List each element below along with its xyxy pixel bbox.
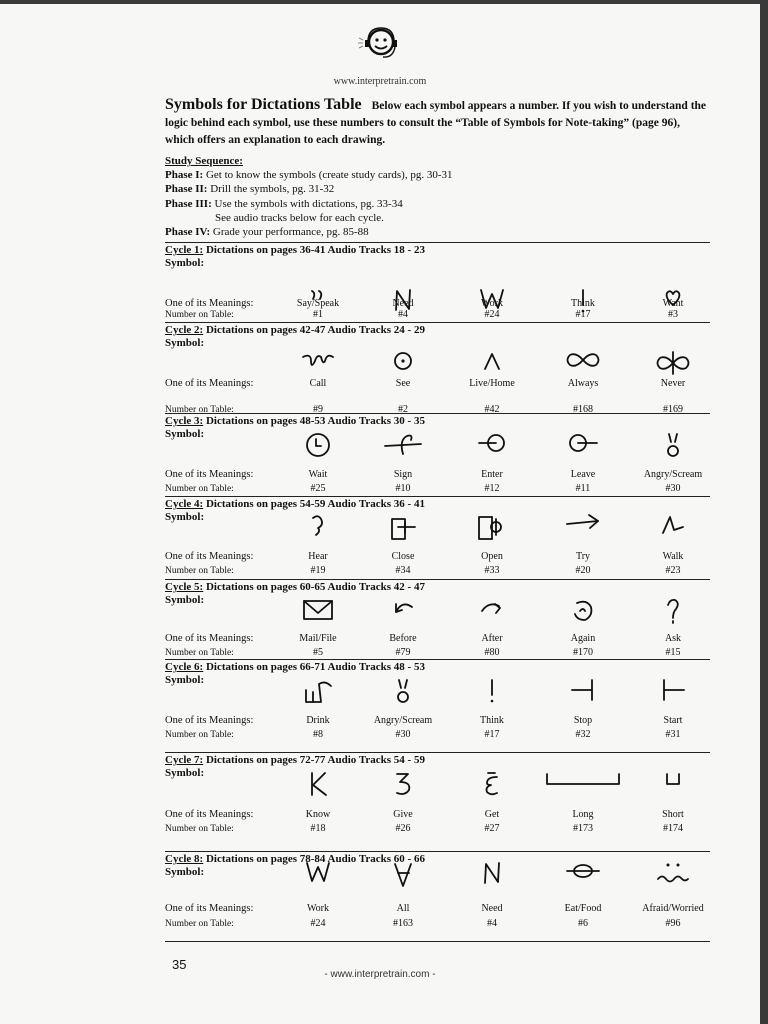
study-phase	[165, 211, 710, 225]
cycle-name: Cycle 2:	[165, 324, 204, 336]
symbol-number: #5	[313, 647, 323, 658]
long-bracket-icon	[543, 771, 623, 787]
symbol-meaning: Angry/Scream	[373, 715, 433, 726]
symbol-meaning: Enter	[481, 469, 503, 480]
meaning-row-label: One of its Meanings:	[165, 551, 254, 562]
symbol-meaning: Give	[393, 809, 413, 820]
cycle-name: Cycle 1:	[165, 244, 204, 256]
symbol-meaning: Start	[663, 715, 683, 726]
symbol-meaning: Get	[484, 809, 500, 820]
symbol-meaning: Think	[571, 298, 595, 309]
symbol-meaning: Drink	[306, 715, 330, 726]
dot-circle-icon	[363, 351, 443, 371]
study-phase-label: Phase IV:	[165, 226, 211, 239]
symbol-number: #42	[484, 404, 500, 415]
meaning-row-label: One of its Meanings:	[165, 903, 254, 914]
symbol-meaning: Mail/File	[299, 633, 337, 644]
header-logo-block	[0, 24, 760, 87]
close-box-icon	[363, 513, 443, 541]
symbol-meaning: Need	[392, 298, 414, 309]
exclamation-icon	[452, 678, 532, 704]
meaning-row-label: One of its Meanings:	[165, 378, 254, 389]
cycle-section	[165, 496, 710, 580]
study-phase-text: Get to know the symbols (create study cards), pg. 30-31	[205, 169, 453, 182]
study-phase-text: See audio tracks below for each cycle.	[215, 211, 384, 224]
symbol-number: #170	[573, 647, 593, 658]
symbol-meaning: Live/Home	[469, 378, 515, 389]
symbol-number: #169	[663, 404, 683, 415]
study-phase	[165, 182, 710, 196]
cycle-details: Dictations on pages 60-65 Audio Tracks 42 - 47	[203, 581, 425, 593]
symbol-number: #174	[663, 823, 683, 834]
header-url: www.interpretrain.com	[333, 76, 427, 87]
open-box-icon	[452, 513, 532, 541]
number-row-label: Number on Table:	[165, 648, 234, 658]
symbol-meaning: Call	[309, 378, 327, 389]
cycle-name: Cycle 3:	[165, 415, 204, 427]
number-row-label: Number on Table:	[165, 310, 234, 320]
cycle-details: Dictations on pages 42-47 Audio Tracks 24 - 29	[203, 324, 425, 336]
symbol-meaning: Know	[305, 809, 331, 820]
symbol-number: #20	[575, 565, 591, 576]
study-phase-text: Grade your performance, pg. 85-88	[212, 226, 369, 239]
cycle-details: Dictations on pages 78-84 Audio Tracks 60 - 66	[203, 853, 425, 865]
symbol-meaning: Open	[481, 551, 503, 562]
symbol-number: #8	[313, 729, 323, 740]
cycle-section	[165, 851, 710, 942]
number-row-label: Number on Table:	[165, 919, 234, 929]
cycle-details: Dictations on pages 36-41 Audio Tracks 18 - 23	[203, 244, 425, 256]
drink-icon	[278, 678, 358, 704]
double-loop-icon	[278, 351, 358, 371]
symbol-number: #18	[310, 823, 326, 834]
symbol-number: #23	[665, 565, 681, 576]
cycle-heading	[165, 580, 710, 594]
number-row-label: Number on Table:	[165, 405, 234, 415]
cycle-heading	[165, 497, 710, 511]
symbol-number: #34	[395, 565, 411, 576]
letter-n-icon	[452, 861, 532, 885]
signature-icon	[363, 432, 443, 456]
symbol-number: #26	[395, 823, 411, 834]
symbol-number: #17	[484, 729, 500, 740]
cycle-name: Cycle 7:	[165, 754, 204, 766]
symbol-number: #3	[668, 309, 678, 320]
symbol-meaning: All	[396, 903, 410, 914]
study-sequence-heading: Study Sequence:	[165, 155, 243, 167]
crossed-infinity-icon	[633, 351, 713, 375]
symbol-meaning: Close	[391, 551, 415, 562]
symbol-number: #4	[398, 309, 408, 320]
study-phase-label: Phase III:	[165, 197, 212, 210]
arrow-right-icon	[543, 513, 623, 531]
symbol-number: #4	[487, 918, 497, 929]
study-phase-label: Phase I:	[165, 169, 204, 182]
number-row-label: Number on Table:	[165, 566, 234, 576]
symbol-number: #80	[484, 647, 500, 658]
symbol-meaning: Before	[389, 633, 417, 644]
symbol-number: #19	[310, 565, 326, 576]
cycle-details: Dictations on pages 54-59 Audio Tracks 36 - 41	[203, 498, 425, 510]
symbol-label: Symbol:	[165, 257, 205, 269]
meaning-row-label: One of its Meanings:	[165, 715, 254, 726]
symbol-label: Symbol:	[165, 337, 205, 349]
cycle-heading	[165, 414, 710, 428]
eat-food-icon	[543, 861, 623, 881]
number-row-label: Number on Table:	[165, 730, 234, 740]
page-number: 35	[172, 957, 187, 972]
symbol-number: #10	[395, 483, 411, 494]
number-row-label: Number on Table:	[165, 824, 234, 834]
meaning-row-label: One of its Meanings:	[165, 809, 254, 820]
headset-smiley-icon	[353, 24, 407, 74]
study-phase	[165, 197, 710, 211]
cycle-details: Dictations on pages 48-53 Audio Tracks 30 - 35	[203, 415, 425, 427]
cycle-heading	[165, 243, 710, 257]
symbol-number: #11	[575, 483, 591, 494]
cycle-section	[165, 413, 710, 497]
symbol-meaning: Eat/Food	[564, 903, 602, 914]
symbol-meaning: Leave	[570, 469, 596, 480]
symbol-meaning: Need	[481, 903, 503, 914]
cycle-section	[165, 242, 710, 323]
footer-url: - www.interpretrain.com -	[324, 969, 436, 980]
enter-circle-icon	[452, 432, 532, 454]
table-end-rule	[165, 941, 710, 942]
study-phase	[165, 225, 710, 239]
symbol-meaning: Ask	[664, 633, 682, 644]
after-arrow-icon	[452, 598, 532, 616]
symbol-number: #12	[484, 483, 500, 494]
letter-w-icon	[278, 861, 358, 883]
symbol-meaning: Stop	[573, 715, 593, 726]
angry-scream-icon	[363, 678, 443, 704]
symbol-number: #30	[665, 483, 681, 494]
ear-icon	[278, 513, 358, 537]
symbol-meaning: After	[481, 633, 503, 644]
symbol-meaning: Think	[480, 715, 504, 726]
study-phase	[165, 168, 710, 182]
cycle-name: Cycle 4:	[165, 498, 204, 510]
symbol-meaning: Angry/Scream	[643, 469, 703, 480]
intro-text: Below each symbol appears a number. If you wish to understand the logic behind each symbol, use these numbers to consult the “Table of Symbols for Note-taking” (page 96), which offers an explanation to each drawing.	[165, 100, 707, 146]
cycle-section	[165, 579, 710, 660]
symbol-number: #9	[313, 404, 323, 415]
symbol-label: Symbol:	[165, 594, 205, 606]
envelope-icon	[278, 598, 358, 622]
short-bracket-icon	[633, 771, 713, 787]
symbol-meaning: Try	[575, 551, 591, 562]
symbol-number: #25	[310, 483, 326, 494]
cycle-heading	[165, 660, 710, 674]
symbol-number: #79	[395, 647, 411, 658]
symbol-meaning: Say/Speak	[296, 298, 340, 309]
angry-scream-icon	[633, 432, 713, 458]
infinity-icon	[543, 351, 623, 369]
cycle-details: Dictations on pages 66-71 Audio Tracks 48 - 53	[203, 661, 425, 673]
symbol-number: #1	[313, 309, 323, 320]
caret-icon	[452, 351, 532, 371]
symbol-label: Symbol:	[165, 866, 205, 878]
symbol-label: Symbol:	[165, 767, 205, 779]
study-phase-text: Use the symbols with dictations, pg. 33-34	[214, 197, 403, 210]
cycle-name: Cycle 6:	[165, 661, 204, 673]
leave-circle-icon	[543, 432, 623, 454]
symbol-meaning: Short	[662, 809, 684, 820]
symbol-number: #2	[398, 404, 408, 415]
meaning-row-label: One of its Meanings:	[165, 298, 254, 309]
symbol-number: #96	[665, 918, 681, 929]
symbol-number: #163	[393, 918, 413, 929]
symbol-number: #27	[484, 823, 500, 834]
start-icon	[633, 678, 713, 702]
question-icon	[633, 598, 713, 624]
number-row-label: Number on Table:	[165, 484, 234, 494]
symbol-meaning: Want	[662, 298, 684, 309]
worried-icon	[633, 861, 713, 885]
before-arrow-icon	[363, 598, 443, 616]
symbol-meaning: Hear	[308, 551, 328, 562]
letter-k-icon	[278, 771, 358, 797]
symbol-number: #33	[484, 565, 500, 576]
symbol-meaning: Afraid/Worried	[642, 903, 704, 914]
symbol-number: #17	[575, 309, 591, 320]
symbol-label: Symbol:	[165, 511, 205, 523]
symbol-meaning: Work	[307, 903, 329, 914]
symbol-meaning: Long	[572, 809, 594, 820]
study-phase-text: Drill the symbols, pg. 31-32	[210, 183, 335, 196]
symbol-number: #31	[665, 729, 681, 740]
symbol-number: #24	[484, 309, 500, 320]
cycle-name: Cycle 8:	[165, 853, 204, 865]
symbol-number: #15	[665, 647, 681, 658]
page-title: Symbols for Dictations Table	[165, 96, 362, 113]
document-page	[0, 4, 760, 1024]
stop-icon	[543, 678, 623, 702]
cycle-heading	[165, 753, 710, 767]
symbol-label: Symbol:	[165, 428, 205, 440]
cycle-section	[165, 659, 710, 753]
for-all-icon	[363, 861, 443, 889]
symbol-number: #6	[578, 918, 588, 929]
again-loop-icon	[543, 598, 623, 624]
symbol-meaning: Always	[567, 378, 599, 389]
symbol-meaning: See	[395, 378, 411, 389]
symbol-meaning: Again	[570, 633, 596, 644]
cycle-section	[165, 752, 710, 852]
walk-icon	[633, 513, 713, 537]
meaning-row-label: One of its Meanings:	[165, 633, 254, 644]
cycle-heading	[165, 323, 710, 337]
symbol-label: Symbol:	[165, 674, 205, 686]
clock-icon	[278, 432, 358, 458]
cycle-name: Cycle 5:	[165, 581, 204, 593]
symbol-number: #168	[573, 404, 593, 415]
cycle-section	[165, 322, 710, 414]
get-icon	[452, 771, 532, 797]
symbol-number: #32	[575, 729, 591, 740]
symbol-meaning: Walk	[662, 551, 684, 562]
symbol-meaning: Sign	[393, 469, 413, 480]
symbol-number: #173	[573, 823, 593, 834]
symbol-number: #30	[395, 729, 411, 740]
intro-heading	[165, 96, 710, 149]
cycle-details: Dictations on pages 72-77 Audio Tracks 54 - 59	[203, 754, 425, 766]
give-icon	[363, 771, 443, 797]
meaning-row-label: One of its Meanings:	[165, 469, 254, 480]
study-phase-label: Phase II:	[165, 183, 208, 196]
study-sequence	[165, 154, 710, 239]
symbol-meaning: Never	[660, 378, 686, 389]
symbol-meaning: Wait	[308, 469, 328, 480]
symbol-number: #24	[310, 918, 326, 929]
symbol-meaning: Work	[481, 298, 503, 309]
